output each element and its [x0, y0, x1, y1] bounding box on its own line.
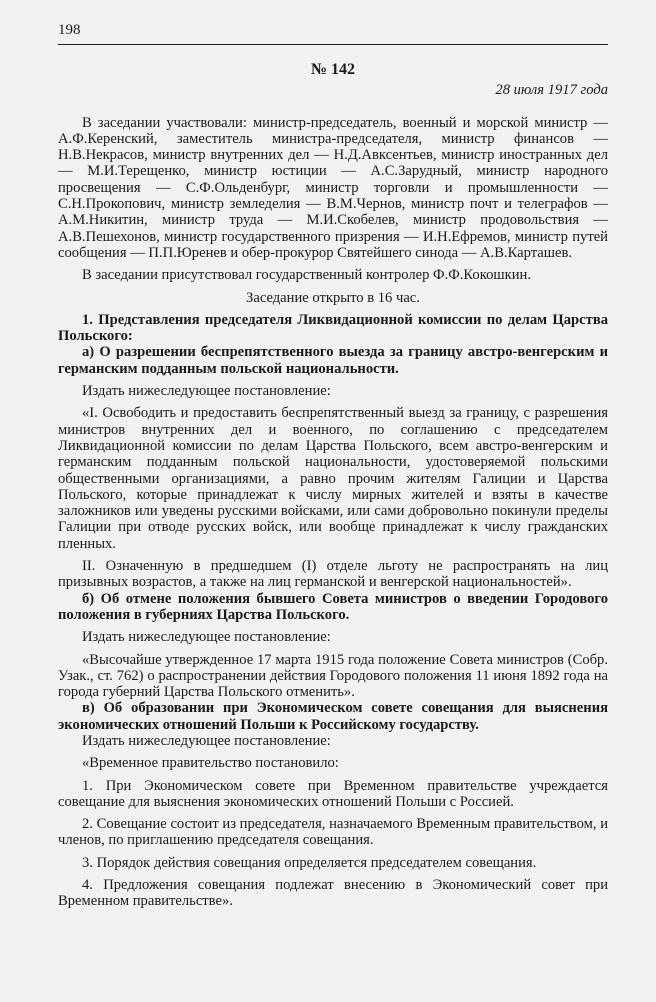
- subsection-b-heading: б) Об отмене положения бывшего Совета министров о введении Городового положения в губерниях Царства Польского.: [58, 590, 608, 623]
- page-number: 198: [58, 22, 81, 38]
- present-paragraph: В заседании присутствовал государственный контролер Ф.Ф.Кокошкин.: [82, 267, 531, 284]
- subsection-c-preamble: «Временное правительство постановило:: [82, 755, 339, 772]
- subsection-c-item-4: 4. Предложения совещания подлежат внесению в Экономический совет при Временном правительстве».: [58, 877, 608, 910]
- subsection-c-intro: Издать нижеследующее постановление:: [82, 732, 331, 749]
- session-opened: Заседание открыто в 16 час.: [246, 289, 420, 306]
- document-body: [58, 62, 608, 910]
- subsection-b-text: «Высочайше утвержденное 17 марта 1915 года положение Совета министров (Собр. Узак., ст. 762) о распространении действия Городового положения 11 июня 1892 года на города губерний Царства Польского отменить».: [58, 651, 608, 701]
- subsection-c-item-3: 3. Порядок действия совещания определяется председателем совещания.: [82, 854, 537, 871]
- section-1-heading: 1. Представления председателя Ликвидационной комиссии по делам Царства Польского:: [58, 311, 608, 345]
- subsection-a-heading: а) О разрешении беспрепятственного выезда за границу австро-венгерским и германским подданным польской национальности.: [58, 344, 608, 377]
- subsection-a-intro: Издать нижеследующее постановление:: [82, 383, 331, 400]
- header-rule: [58, 44, 608, 45]
- subsection-a-clause-1: «I. Освободить и предоставить беспрепятственный выезд за границу, с разрешения министров внутренних дел и военного, по соглашению с председателем Ликвидационной комиссии по делам Царства Польского, всем австро-венгерским и германским подданным польской национальности, удостоверяемой польскими общественными организациями, а равно прочим жителям Галиции и Царства Польского, которые принадлежат к числу мирных жителей и взяты в качестве заложников или уведены русскими войсками, или сами добровольно покинули пределы Галиции при отводе русских войск, или вообще принадлежат к числу гражданских пленных.: [58, 405, 608, 552]
- subsection-c-item-2: 2. Совещание состоит из председателя, назначаемого Временным правительством, и членов, по приглашению председателя совещания.: [58, 816, 608, 849]
- subsection-b-intro: Издать нижеследующее постановление:: [82, 629, 331, 646]
- subsection-c-item-1: 1. При Экономическом совете при Временном правительстве учреждается совещание для выяснения экономических отношений Польши с Россией.: [58, 777, 608, 810]
- document-number: № 142: [310, 61, 356, 78]
- participants-paragraph: В заседании участвовали: министр-председатель, военный и морской министр — А.Ф.Керенский, заместитель министра-председателя, министр финансов — Н.В.Некрасов, министр внутренних дел — Н.Д.Авксентьев, министр иностранных дел — М.И.Терещенко, министр юстиции — А.С.Зарудный, министр народного просвещения — С.Ф.Ольденбург, министр торговли и промышленности — С.Н.Прокопович, министр земледелия — В.М.Чернов, министр почт и телеграфов — А.М.Никитин, министр труда — М.И.Скобелев, министр продовольствия — А.В.Пешехонов, министр государственного призрения — И.Н.Ефремов, министр путей сообщения — П.П.Юренев и обер-прокурор Святейшего синода — А.В.Карташев.: [58, 114, 608, 261]
- subsection-c-heading: в) Об образовании при Экономическом совете совещания для выяснения экономических отношений Польши к Российскому государству.: [58, 700, 608, 733]
- subsection-a-clause-2: II. Означенную в предшедшем (I) отделе льготу не распространять на лиц призывных возрастов, а также на лиц германской и венгерской национальностей».: [58, 558, 608, 591]
- document-date: 28 июля 1917 года: [495, 82, 608, 99]
